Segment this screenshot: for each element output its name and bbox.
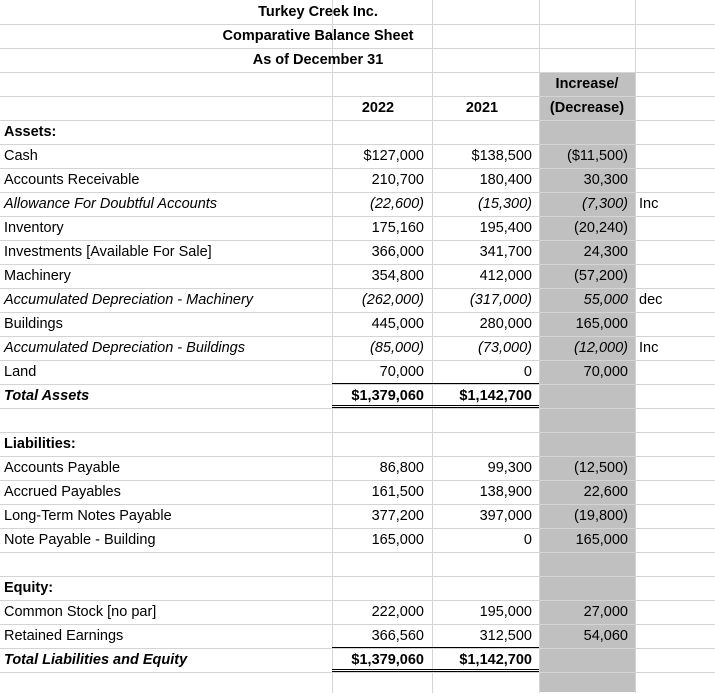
value-2021: 341,700 [479,244,532,260]
row-label: Accrued Payables [4,484,121,500]
total-double-underline [332,405,539,408]
row-label: Accumulated Depreciation - Buildings [4,340,245,356]
value-change: 70,000 [583,364,628,380]
value-2021: 0 [523,364,532,380]
change-note: Inc [639,196,659,212]
row-label: Allowance For Doubtful Accounts [4,196,218,212]
value-2021: 195,400 [479,220,532,236]
row-label: Cash [4,148,38,164]
value-change: ($11,500) [567,148,628,164]
value-2022: 175,160 [371,220,424,236]
value-2021: 397,000 [479,508,532,524]
value-2022: 366,560 [371,628,424,644]
value-2021: 180,400 [479,172,532,188]
row-label: Retained Earnings [4,628,124,644]
company-name: Turkey Creek Inc. [258,4,378,20]
value-2021: 312,500 [479,628,532,644]
column-header-change-line1: Increase/ [555,76,619,92]
value-2021: 138,900 [479,484,532,500]
total-assets-2022: $1,379,060 [351,388,424,404]
value-2022: 377,200 [371,508,424,524]
row-label: Land [4,364,37,380]
value-2022: 70,000 [379,364,424,380]
total-liabilities-equity-2021: $1,142,700 [459,652,532,668]
value-change: 24,300 [583,244,628,260]
value-change: 165,000 [575,316,628,332]
row-label: Long-Term Notes Payable [4,508,172,524]
value-2022: 354,800 [371,268,424,284]
row-label: Inventory [4,220,64,236]
equity-heading: Equity: [4,580,54,596]
value-2021: $138,500 [471,148,532,164]
row-label: Note Payable - Building [4,532,156,548]
column-header-2021: 2021 [465,100,499,116]
statement-date: As of December 31 [252,52,384,68]
value-2022: 210,700 [371,172,424,188]
row-label: Buildings [4,316,63,332]
value-change: 165,000 [575,532,628,548]
liabilities-heading: Liabilities: [4,436,76,452]
value-change: (57,200) [573,268,628,284]
value-change: (12,500) [573,460,628,476]
value-2022: $127,000 [363,148,424,164]
row-label: Machinery [4,268,71,284]
change-note: Inc [639,340,659,356]
value-change: 22,600 [583,484,628,500]
value-2021: 0 [523,532,532,548]
value-change: 55,000 [583,292,628,308]
statement-title: Comparative Balance Sheet [222,28,414,44]
value-change: (12,000) [573,340,628,356]
row-label: Accumulated Depreciation - Machinery [4,292,254,308]
column-header-2022: 2022 [361,100,395,116]
total-double-underline [332,669,539,672]
value-change: 30,300 [583,172,628,188]
value-change: (20,240) [573,220,628,236]
value-2022: 165,000 [371,532,424,548]
total-liabilities-equity-label: Total Liabilities and Equity [4,652,188,668]
value-2022: 222,000 [371,604,424,620]
column-header-change-line2: (Decrease) [549,100,625,116]
value-2022: 161,500 [371,484,424,500]
row-label: Common Stock [no par] [4,604,157,620]
value-2022: 86,800 [379,460,424,476]
row-label: Investments [Available For Sale] [4,244,212,260]
value-2022: (22,600) [369,196,424,212]
value-change: (7,300) [582,196,628,212]
value-2022: 366,000 [371,244,424,260]
value-change: (19,800) [573,508,628,524]
value-2021: (15,300) [477,196,532,212]
value-2022: (262,000) [361,292,424,308]
total-assets-2021: $1,142,700 [459,388,532,404]
row-label: Accounts Payable [4,460,121,476]
assets-heading: Assets: [4,124,57,140]
value-2021: 99,300 [487,460,532,476]
value-2022: (85,000) [369,340,424,356]
value-change: 27,000 [583,604,628,620]
value-change: 54,060 [583,628,628,644]
value-2021: (317,000) [469,292,532,308]
change-note: dec [639,292,663,308]
total-liabilities-equity-2022: $1,379,060 [351,652,424,668]
value-2021: 195,000 [479,604,532,620]
total-assets-label: Total Assets [4,388,90,404]
value-2022: 445,000 [371,316,424,332]
value-2021: 412,000 [479,268,532,284]
row-label: Accounts Receivable [4,172,140,188]
value-2021: (73,000) [477,340,532,356]
value-2021: 280,000 [479,316,532,332]
